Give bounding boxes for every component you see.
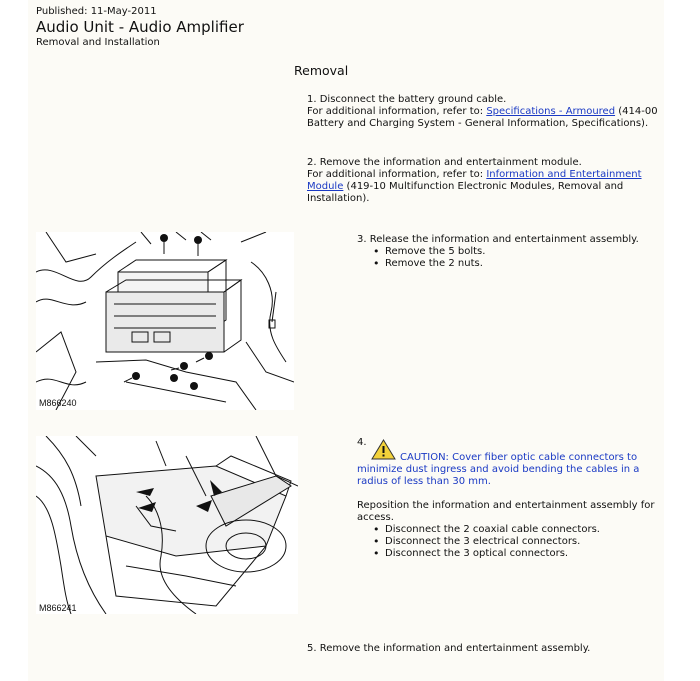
step-1-reference: [307, 106, 667, 118]
caution-line-3: radius of less than 30 mm.: [357, 476, 491, 487]
step-4-bullet-coaxial: • Disconnect the 2 coaxial cable connectors.: [371, 524, 662, 536]
info-entertainment-module-link-cont[interactable]: Module: [307, 181, 344, 192]
step-4-caution-header: [357, 437, 662, 453]
step-3-bullet-nuts: • Remove the 2 nuts.: [371, 258, 657, 270]
caution-line-1: CAUTION: Cover fiber optic cable connectors to: [400, 452, 638, 463]
step-1-reference-cont: Battery and Charging System - General Information, Specifications).: [307, 118, 649, 129]
step-4-bullet-optical: • Disconnect the 3 optical connectors.: [371, 548, 662, 560]
step-4-text-line-2: access.: [357, 512, 394, 523]
step-2-ref-suffix: (419-10 Multifunction Electronic Modules, Removal and: [343, 181, 624, 192]
step-1-ref-suffix: (414-00: [615, 106, 658, 117]
step-3-text: 3. Release the information and entertainment assembly.: [357, 234, 639, 245]
figure-label-m866241: M866241: [39, 603, 77, 613]
connectors-illustration: [36, 436, 298, 614]
step-3-bullet-bolts: • Remove the 5 bolts.: [371, 246, 657, 258]
specifications-armoured-link[interactable]: Specifications - Armoured: [486, 106, 616, 117]
step-5: 5. Remove the information and entertainment assembly.: [307, 643, 591, 654]
published-date: Published: 11-May-2011: [36, 6, 157, 17]
info-entertainment-module-link[interactable]: Information and Entertainment: [486, 169, 642, 180]
step-4: [357, 437, 662, 560]
warning-triangle-icon: [371, 439, 396, 460]
step-1-ref-prefix: For additional information, refer to:: [307, 106, 487, 117]
step-2-ref-prefix: For additional information, refer to:: [307, 169, 487, 180]
page-subtitle: Removal and Installation: [36, 37, 160, 48]
step-2-reference-end: Installation).: [307, 193, 370, 204]
step-2-reference: [307, 169, 667, 181]
step-2-reference-cont: [307, 181, 667, 193]
caution-line-2: minimize dust ingress and avoid bending the cables in a: [357, 464, 640, 475]
step-1: [307, 94, 667, 130]
section-heading-removal: Removal: [294, 63, 349, 78]
page-title: Audio Unit - Audio Amplifier: [36, 18, 244, 36]
step-4-number: 4.: [357, 437, 367, 448]
figure-label-m866240: M866240: [39, 398, 77, 408]
step-2: [307, 157, 667, 205]
step-3-bullets: [371, 246, 657, 270]
step-2-text: 2. Remove the information and entertainment module.: [307, 157, 582, 168]
step-4-bullets: [371, 524, 662, 560]
figure-m866240: [36, 232, 294, 410]
step-3: [357, 234, 657, 270]
amplifier-bolts-illustration: [36, 232, 294, 410]
step-1-text: 1. Disconnect the battery ground cable.: [307, 94, 507, 105]
step-4-bullet-electrical: • Disconnect the 3 electrical connectors.: [371, 536, 662, 548]
step-4-text-line-1: Reposition the information and entertainment assembly for: [357, 500, 655, 511]
figure-m866241: [36, 436, 298, 614]
